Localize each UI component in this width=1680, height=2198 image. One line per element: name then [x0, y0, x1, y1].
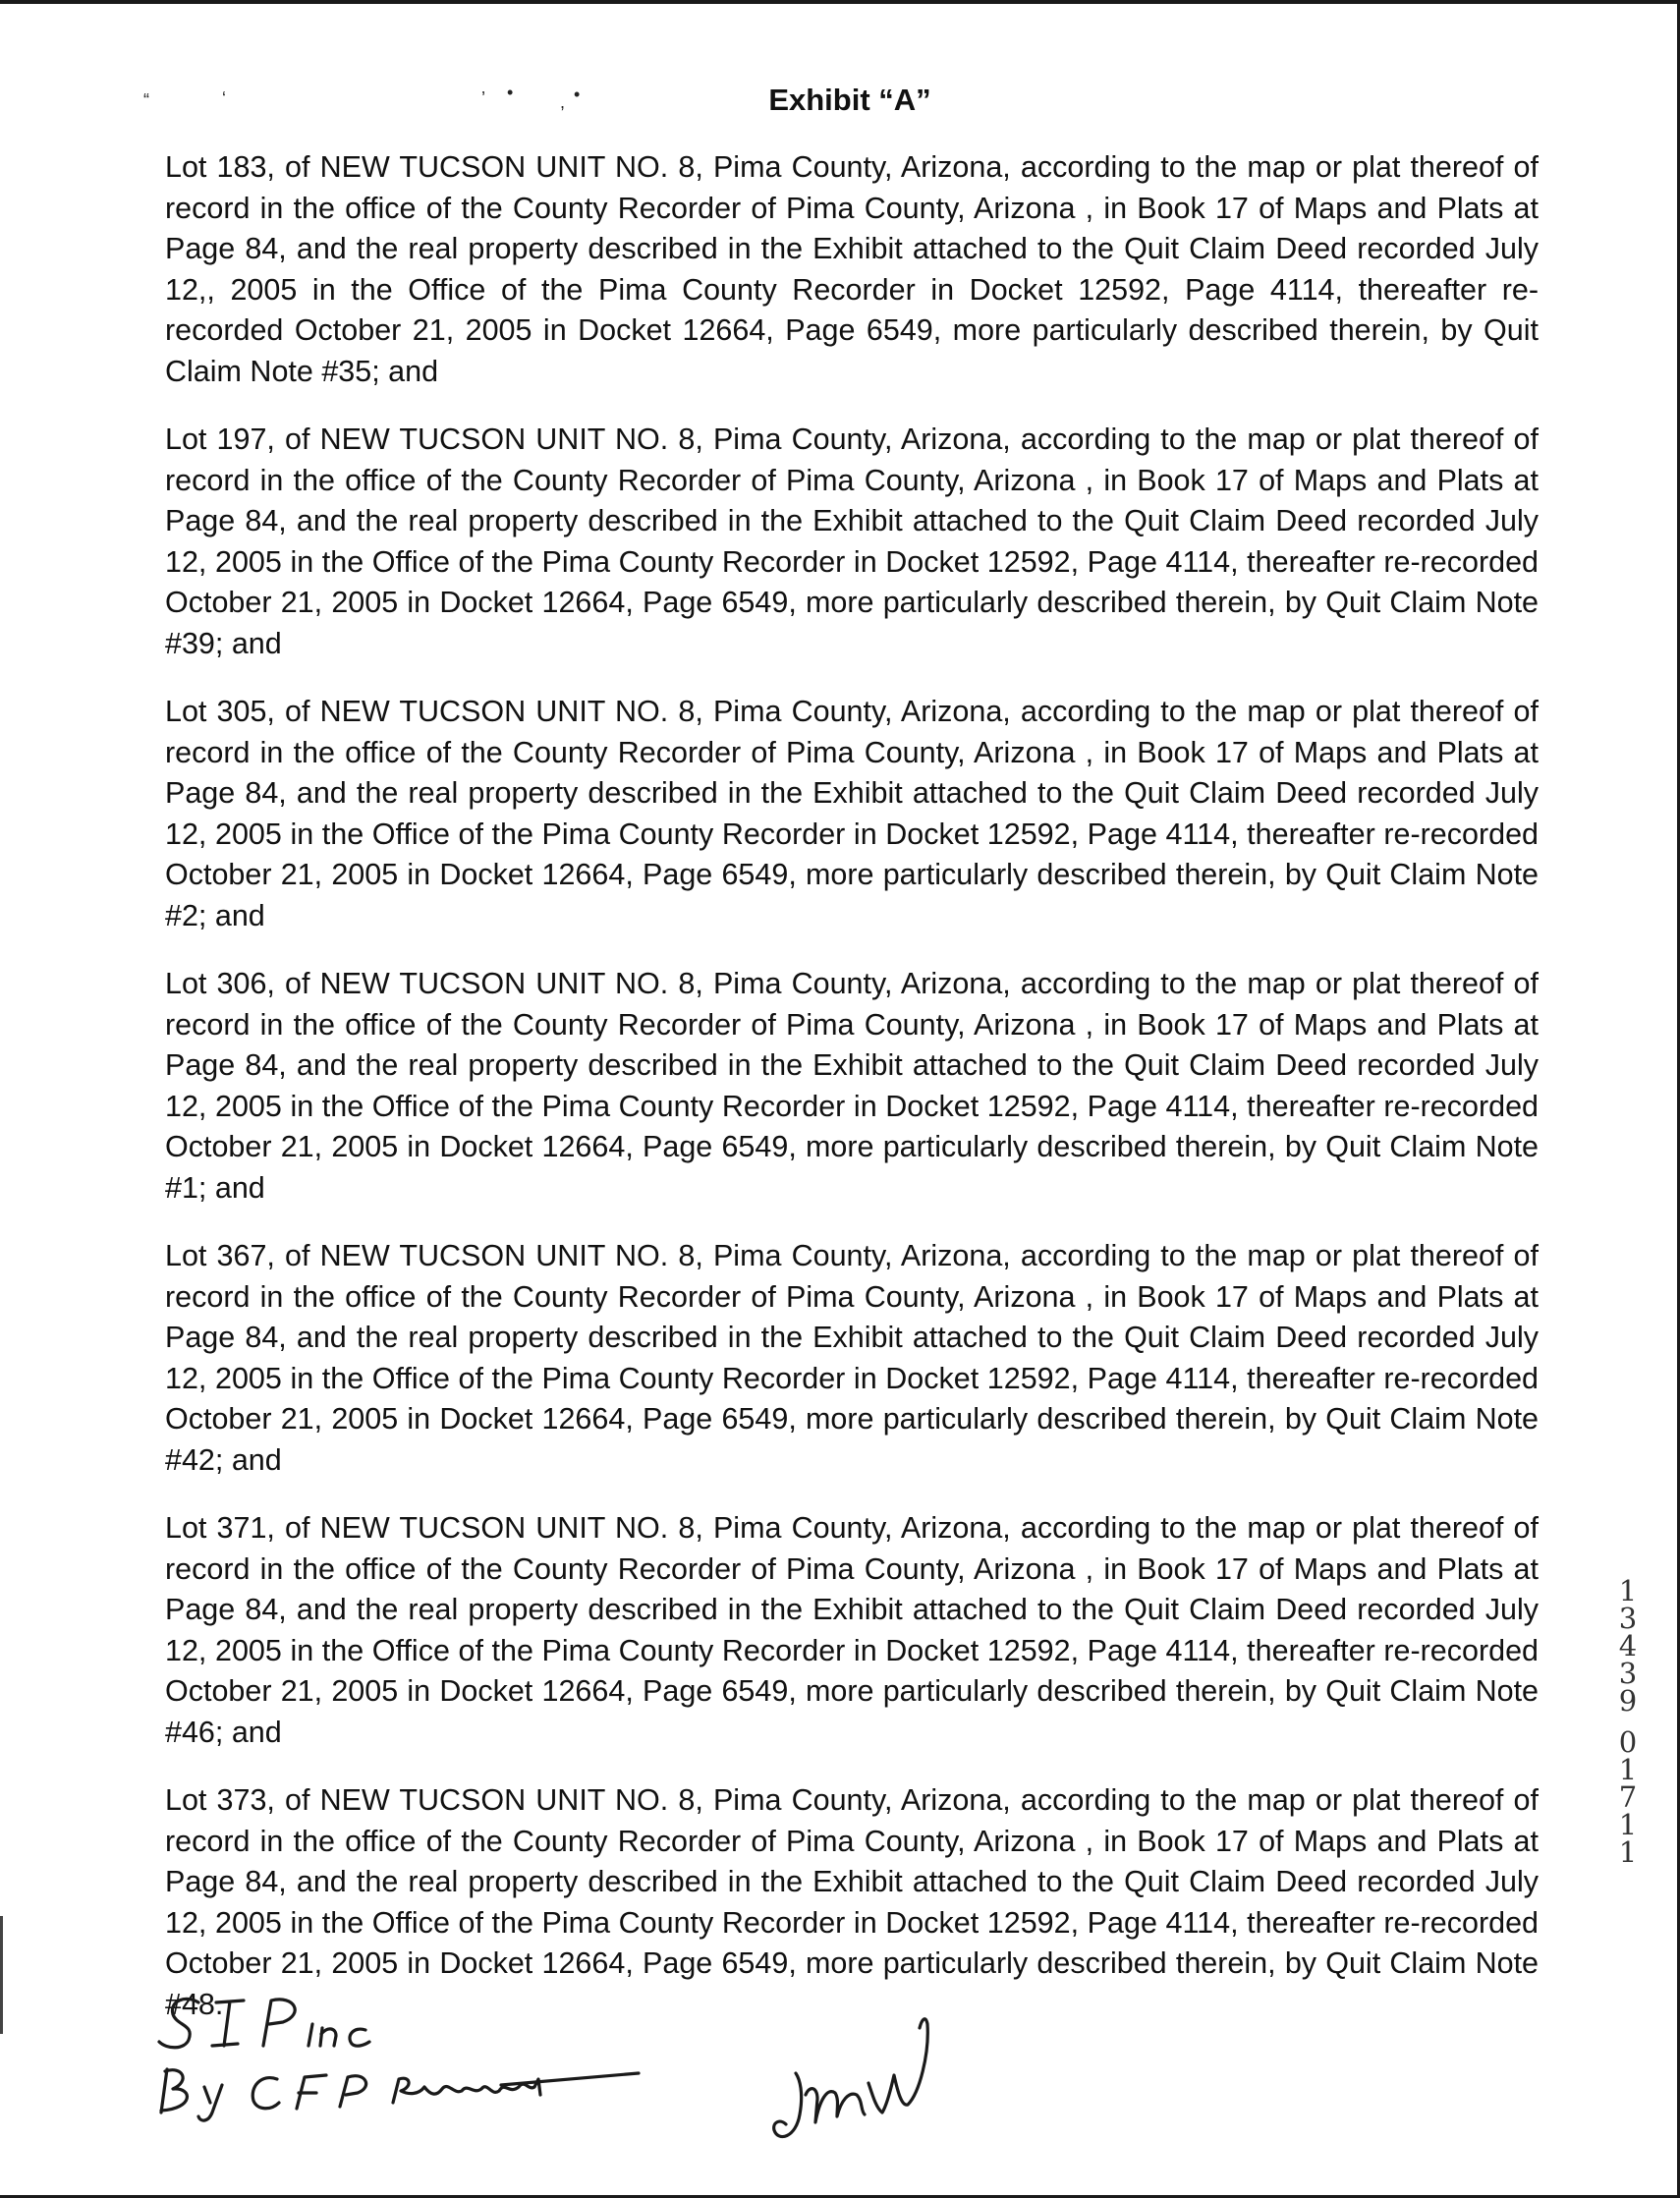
handwritten-signature [147, 1985, 658, 2132]
recording-stamp [1611, 1574, 1645, 1869]
lot-paragraph: Lot 373, of NEW TUCSON UNIT NO. 8, Pima County, Arizona, according to the map or plat thereof of record in the office of the County Recorder of Pima County, Arizona , in Book 17 of Maps and Plats at Page 84, and the real property described in the Exhibit attached to the Quit Claim Deed recorded July 12, 2005 in the Office of the Pima County Recorder in Docket 12592, Page 4114, thereafter re-recorded October 21, 2005 in Docket 12664, Page 6549, more particularly described therein, by Quit Claim Note #48. [165, 1783, 1539, 2021]
initials-drawing [766, 1985, 953, 2181]
stamp-digit: 3 [1618, 1657, 1638, 1690]
scan-speck: • [574, 85, 581, 104]
stamp-digit: 1 [1618, 1574, 1638, 1607]
signature-drawing [147, 1985, 658, 2132]
stamp-digit: 1 [1618, 1753, 1638, 1786]
lot-paragraph: Lot 197, of NEW TUCSON UNIT NO. 8, Pima County, Arizona, according to the map or plat thereof of record in the office of the County Recorder of Pima County, Arizona , in Book 17 of Maps and Plats at Page 84, and the real property described in the Exhibit attached to the Quit Claim Deed recorded July 12, 2005 in the Office of the Pima County Recorder in Docket 12592, Page 4114, thereafter re-recorded October 21, 2005 in Docket 12664, Page 6549, more particularly described therein, by Quit Claim Note #39; and [165, 423, 1539, 660]
stamp-digit: 4 [1618, 1629, 1638, 1663]
scan-edge-left-mark [0, 1916, 3, 2034]
lot-paragraph: Lot 306, of NEW TUCSON UNIT NO. 8, Pima County, Arizona, according to the map or plat thereof of record in the office of the County Recorder of Pima County, Arizona , in Book 17 of Maps and Plats at Page 84, and the real property described in the Exhibit attached to the Quit Claim Deed recorded July 12, 2005 in the Office of the Pima County Recorder in Docket 12592, Page 4114, thereafter re-recorded October 21, 2005 in Docket 12664, Page 6549, more particularly described therein, by Quit Claim Note #1; and [165, 967, 1539, 1205]
scan-speck: ‘ [222, 88, 226, 108]
document-body [165, 147, 1539, 2053]
page-title: Exhibit “A” [768, 83, 931, 117]
lot-paragraph: Lot 305, of NEW TUCSON UNIT NO. 8, Pima County, Arizona, according to the map or plat thereof of record in the office of the County Recorder of Pima County, Arizona , in Book 17 of Maps and Plats at Page 84, and the real property described in the Exhibit attached to the Quit Claim Deed recorded July 12, 2005 in the Office of the Pima County Recorder in Docket 12592, Page 4114, thereafter re-recorded October 21, 2005 in Docket 12664, Page 6549, more particularly described therein, by Quit Claim Note #2; and [165, 695, 1539, 932]
lot-paragraph: Lot 367, of NEW TUCSON UNIT NO. 8, Pima County, Arizona, according to the map or plat thereof of record in the office of the County Recorder of Pima County, Arizona , in Book 17 of Maps and Plats at Page 84, and the real property described in the Exhibit attached to the Quit Claim Deed recorded July 12, 2005 in the Office of the Pima County Recorder in Docket 12592, Page 4114, thereafter re-recorded October 21, 2005 in Docket 12664, Page 6549, more particularly described therein, by Quit Claim Note #42; and [165, 1239, 1539, 1477]
scan-speck: , [560, 92, 566, 112]
stamp-digit: 7 [1618, 1780, 1638, 1814]
lot-paragraph: Lot 183, of NEW TUCSON UNIT NO. 8, Pima County, Arizona, according to the map or plat thereof of record in the office of the County Recorder of Pima County, Arizona , in Book 17 of Maps and Plats at Page 84, and the real property described in the Exhibit attached to the Quit Claim Deed recorded July 12,, 2005 in the Office of the Pima County Recorder in Docket 12592, Page 4114, thereafter re-recorded October 21, 2005 in Docket 12664, Page 6549, more particularly described therein, by Quit Claim Note #35; and [165, 150, 1539, 388]
scan-speck: “ [143, 90, 149, 110]
stamp-digit: 9 [1618, 1684, 1638, 1718]
handwritten-initials [766, 1985, 953, 2181]
stamp-digit: 3 [1618, 1602, 1638, 1635]
stamp-digit: 1 [1618, 1808, 1638, 1841]
stamp-digit: 0 [1618, 1725, 1638, 1759]
stamp-digit: 1 [1618, 1835, 1638, 1869]
lot-paragraph: Lot 371, of NEW TUCSON UNIT NO. 8, Pima County, Arizona, according to the map or plat thereof of record in the office of the County Recorder of Pima County, Arizona , in Book 17 of Maps and Plats at Page 84, and the real property described in the Exhibit attached to the Quit Claim Deed recorded July 12, 2005 in the Office of the Pima County Recorder in Docket 12592, Page 4114, thereafter re-recorded October 21, 2005 in Docket 12664, Page 6549, more particularly described therein, by Quit Claim Note #46; and [165, 1511, 1539, 1749]
scan-edge-top [0, 0, 1680, 4]
scan-speck: • [507, 83, 514, 102]
scan-speck: ’ [481, 88, 485, 108]
